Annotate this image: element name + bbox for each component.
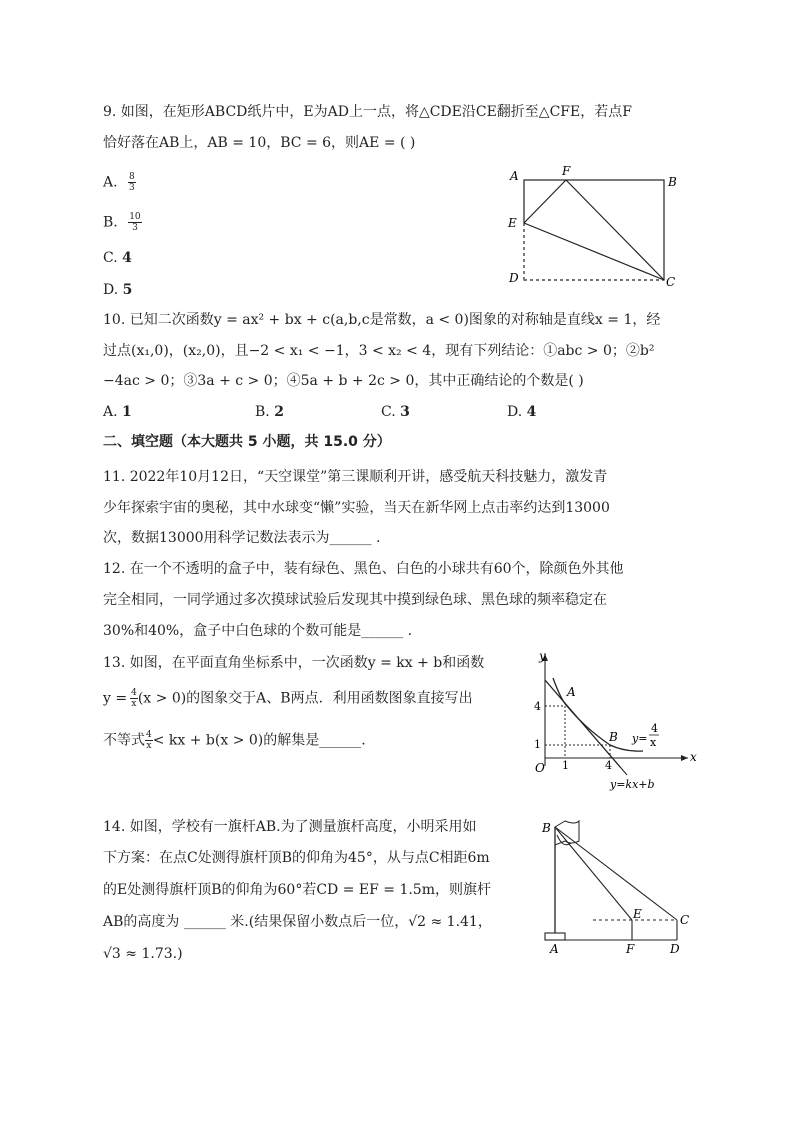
q10-option-b: B. 2 <box>255 404 284 420</box>
fraction: $\frac{8}{3}$ <box>129 172 135 193</box>
q13-line2: y = $\frac{4}{x}$ (x > 0)的图象交于A、B两点．利用函数图象直接写出 <box>103 688 473 709</box>
q9-option-c: C. 4 <box>103 250 132 266</box>
q10-line3: −4ac > 0；③3a + c > 0；④5a + b + 2c > 0，其中正确结论的个数是( ) <box>103 373 584 389</box>
origin-label: O <box>535 761 545 775</box>
point-E: E <box>508 216 517 230</box>
tick-1-y: 1 <box>534 738 541 751</box>
point-E: E <box>633 907 642 921</box>
q9-option-d: D. 5 <box>103 282 133 298</box>
tick-1-x: 1 <box>562 759 569 772</box>
line-label: y=kx+b <box>610 778 655 791</box>
point-A: A <box>550 942 559 956</box>
point-A: A <box>567 685 576 699</box>
point-A: A <box>510 169 519 183</box>
q9-line1: 9. 如图，在矩形ABCD纸片中，E为AD上一点，将△CDE沿CE翻折至△CFE，若点F <box>103 104 632 120</box>
q14-figure <box>535 815 715 960</box>
fraction: $\frac{10}{3}$ <box>129 212 141 233</box>
q11-line2: 少年探索宇宙的奥秘，其中水球变“懒”实验，当天在新华网上点击率约达到13000 <box>103 500 610 516</box>
point-B: B <box>609 730 618 744</box>
point-B: B <box>668 175 677 189</box>
q13-line3: 不等式 $\frac{4}{x}$ < kx + b(x > 0)的解集是______. <box>103 730 366 751</box>
axis-y-label: y <box>539 649 546 663</box>
tick-4-y: 4 <box>534 700 541 713</box>
point-C: C <box>680 913 690 927</box>
q13-figure <box>525 648 700 796</box>
section-heading: 二、填空题（本大题共 5 小题，共 15.0 分） <box>103 434 391 450</box>
q12-line3: 30%和40%，盒子中白色球的个数可能是______ . <box>103 623 413 639</box>
point-B: B <box>542 821 551 835</box>
tick-4-x: 4 <box>605 759 612 772</box>
q10-line1: 10. 已知二次函数y = ax² + bx + c(a,b,c是常数，a < 0)图象的对称轴是直线x = 1，经 <box>103 312 661 328</box>
q14-line2: 下方案：在点C处测得旗杆顶B的仰角为45°，从与点C相距6m <box>103 850 490 866</box>
q10-line2: 过点(x₁,0)，(x₂,0)，且−2 < x₁ < −1，3 < x₂ < 4，现有下列结论：①abc > 0；②b² <box>103 343 655 359</box>
q14-line4: AB的高度为 ______ 米.(结果保留小数点后一位，√2 ≈ 1.41， <box>103 914 492 930</box>
curve-label: y= <box>632 732 648 745</box>
q14-line1: 14. 如图，学校有一旗杆AB.为了测量旗杆高度，小明采用如 <box>103 819 477 835</box>
q14-line3: 的E处测得旗杆顶B的仰角为60°若CD = EF = 1.5m，则旗杆 <box>103 882 491 898</box>
q9-option-a: A. $\frac{8}{3}$ <box>103 172 135 193</box>
q14-line5: √3 ≈ 1.73.) <box>103 946 183 962</box>
q10-option-d: D. 4 <box>507 404 537 420</box>
point-D: D <box>670 942 680 956</box>
curve-label-den: x <box>650 736 657 749</box>
q10-option-c: C. 3 <box>381 404 410 420</box>
q9-line2: 恰好落在AB上，AB = 10，BC = 6，则AE = ( ) <box>103 135 416 151</box>
point-F: F <box>562 164 571 178</box>
point-F: F <box>626 942 635 956</box>
q11-line3: 次，数据13000用科学记数法表示为______ . <box>103 530 381 546</box>
axis-x-label: x <box>690 750 697 764</box>
q13-line1: 13. 如图，在平面直角坐标系中，一次函数y = kx + b和函数 <box>103 655 485 671</box>
point-C: C <box>666 275 676 289</box>
q11-line1: 11. 2022年10月12日，“天空课堂”第三课顺利开讲，感受航天科技魅力，激发青 <box>103 469 608 485</box>
q9-option-b: B. $\frac{10}{3}$ <box>103 212 141 233</box>
q10-option-a: A. 1 <box>103 404 132 420</box>
curve-label-num: 4 <box>651 722 658 735</box>
q12-line1: 12. 在一个不透明的盒子中，装有绿色、黑色、白色的小球共有60个，除颜色外其他 <box>103 561 624 577</box>
q12-line2: 完全相同，一同学通过多次摸球试验后发现其中摸到绿色球、黑色球的频率稳定在 <box>103 592 607 608</box>
point-D: D <box>509 271 519 285</box>
q9-figure <box>500 160 690 290</box>
